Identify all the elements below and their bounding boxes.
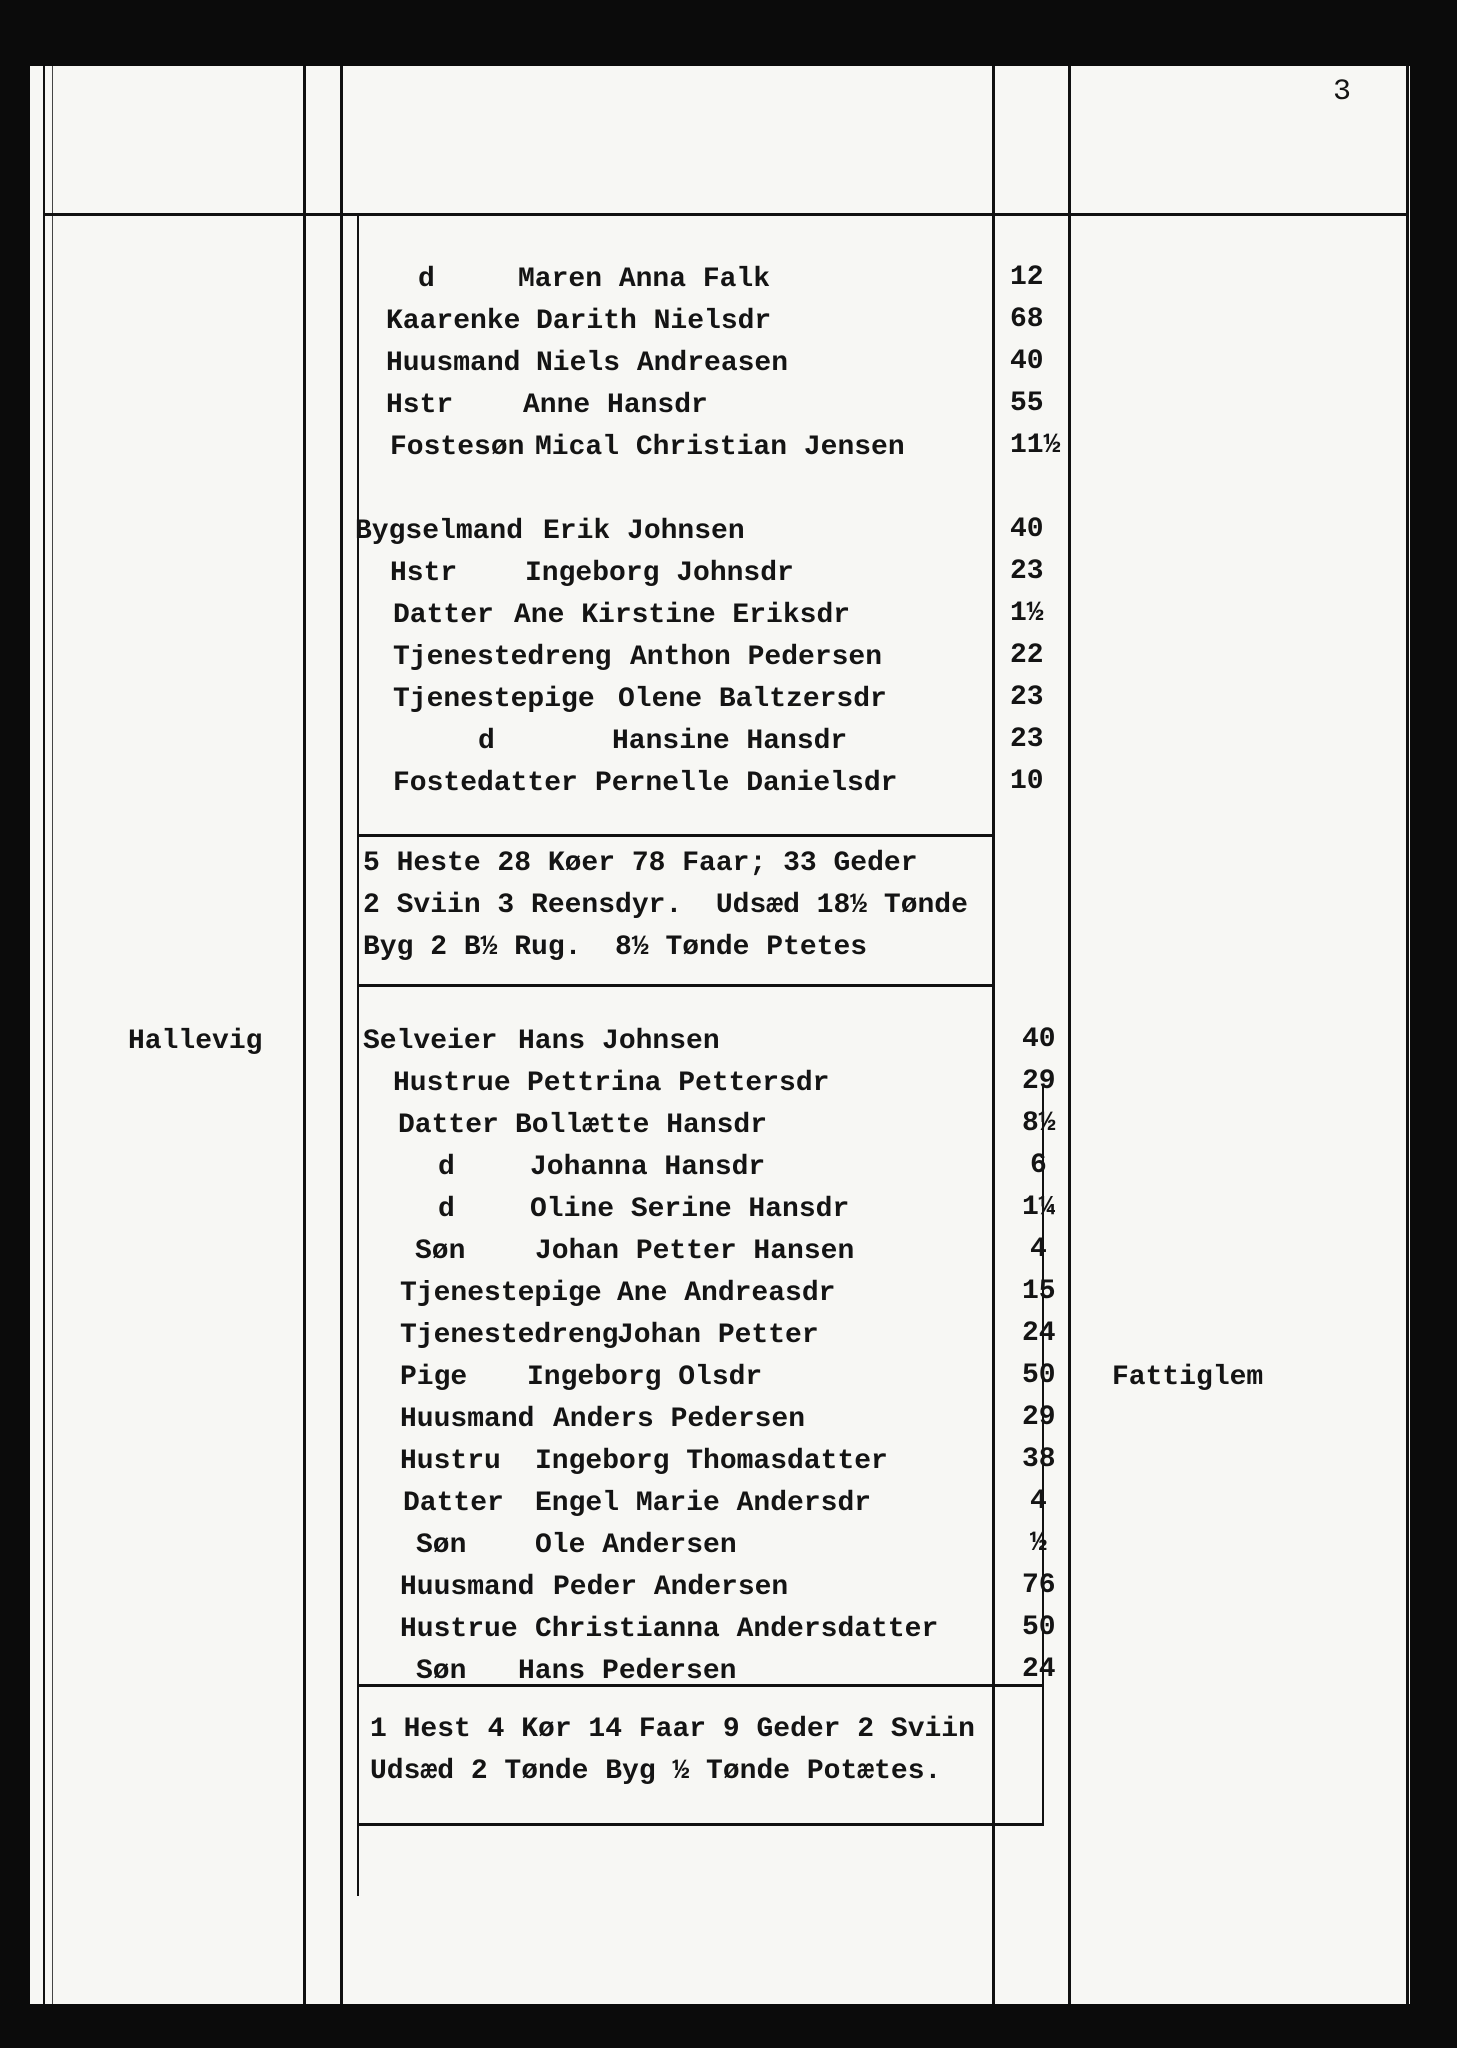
- column-line-age-right: [1068, 66, 1071, 2004]
- entry-age: 76: [1022, 1570, 1056, 1601]
- entry-age: 50: [1022, 1360, 1056, 1391]
- entry-role: Huusmand: [400, 1572, 535, 1603]
- entry-age: 23: [1010, 724, 1044, 755]
- entry-role: d: [438, 1152, 455, 1183]
- livestock-box-1-bottom: [357, 984, 993, 987]
- entry-age: 6: [1030, 1150, 1047, 1181]
- entry-name: Anne Hansdr: [523, 390, 708, 421]
- entry-name: Maren Anna Falk: [518, 264, 771, 295]
- entry-name: Bollætte Hansdr: [515, 1110, 768, 1141]
- entry-name: Ingeborg Thomasdatter: [535, 1446, 888, 1477]
- entry-role: Huusmand: [400, 1404, 535, 1435]
- livestock-box-1-left: [357, 216, 359, 1896]
- entry-age: 4: [1030, 1234, 1047, 1265]
- entry-age: 40: [1010, 514, 1044, 545]
- entry-name: Peder Andersen: [553, 1572, 789, 1603]
- livestock-line: Byg 2 B½ Rug. 8½ Tønde Ptetes: [363, 932, 868, 963]
- entry-age: 24: [1022, 1318, 1056, 1349]
- entry-name: Johan Petter Hansen: [535, 1236, 855, 1267]
- entry-name: Hans Johnsen: [518, 1026, 720, 1057]
- entry-age: 23: [1010, 682, 1044, 713]
- entry-name: Erik Johnsen: [543, 516, 745, 547]
- entry-name: Mical Christian Jensen: [535, 432, 905, 463]
- entry-age: 40: [1022, 1024, 1056, 1055]
- entry-age: 1¼: [1022, 1192, 1056, 1223]
- entry-name: Ingeborg Olsdr: [527, 1362, 763, 1393]
- entry-role: d: [478, 726, 495, 757]
- livestock-line: 2 Sviin 3 Reensdyr. Udsæd 18½ Tønde: [363, 890, 968, 921]
- livestock-box-2-bottom: [357, 1823, 1044, 1826]
- entry-role: d: [418, 264, 435, 295]
- entry-name: Oline Serine Hansdr: [530, 1194, 850, 1225]
- entry-role: Hustru: [400, 1446, 501, 1477]
- entry-role: Selveier: [363, 1026, 498, 1057]
- entry-role: d: [438, 1194, 455, 1225]
- entry-age: 12: [1010, 262, 1044, 293]
- entry-name: Pernelle Danielsdr: [595, 768, 898, 799]
- livestock-line: 1 Hest 4 Kør 14 Faar 9 Geder 2 Sviin: [370, 1714, 975, 1745]
- entry-name: Pettrina Pettersdr: [527, 1068, 830, 1099]
- entry-role: Hstr: [390, 558, 458, 589]
- entry-role: Tjenestedreng: [393, 642, 612, 673]
- page-number: 3: [1333, 75, 1352, 109]
- entry-name: Engel Marie Andersdr: [535, 1488, 872, 1519]
- entry-age: 50: [1022, 1612, 1056, 1643]
- entry-role: Pige: [400, 1362, 468, 1393]
- entry-role: Huusmand: [386, 348, 521, 379]
- column-line-place: [303, 66, 306, 2004]
- entry-role: Søn: [416, 1530, 467, 1561]
- entry-name: Olene Baltzersdr: [618, 684, 887, 715]
- entry-name: Johan Petter: [617, 1320, 819, 1351]
- entry-age: 10: [1010, 766, 1044, 797]
- entry-name: Ingeborg Johnsdr: [525, 558, 794, 589]
- entry-role: Hustrue: [400, 1614, 518, 1645]
- register-page: [30, 66, 1410, 2004]
- entry-role: Fostedatter: [393, 768, 578, 799]
- entry-age: 4: [1030, 1486, 1047, 1517]
- entry-age: 1½: [1010, 598, 1044, 629]
- column-line-name-left: [340, 66, 343, 2004]
- entry-name: Ane Andreasdr: [617, 1278, 836, 1309]
- entry-role: Søn: [416, 1656, 467, 1687]
- entry-name: Ane Kirstine Eriksdr: [514, 600, 851, 631]
- entry-age: 24: [1022, 1654, 1056, 1685]
- entry-age: ½: [1030, 1528, 1047, 1559]
- entry-role: Fostesøn: [390, 432, 525, 463]
- entry-name: Hans Pedersen: [518, 1656, 737, 1687]
- remark: Fattiglem: [1112, 1362, 1264, 1393]
- entry-age: 55: [1010, 388, 1044, 419]
- entry-age: 22: [1010, 640, 1044, 671]
- entry-role: Datter: [398, 1110, 499, 1141]
- entry-role: Hustrue: [393, 1068, 511, 1099]
- entry-age: 23: [1010, 556, 1044, 587]
- entry-name: Anthon Pedersen: [630, 642, 883, 673]
- livestock-box-1-top: [357, 834, 993, 837]
- livestock-line: 5 Heste 28 Køer 78 Faar; 33 Geder: [363, 848, 918, 879]
- entry-name: Johanna Hansdr: [530, 1152, 766, 1183]
- entry-age: 29: [1022, 1066, 1056, 1097]
- entry-age: 29: [1022, 1402, 1056, 1433]
- entry-role: Datter: [403, 1488, 504, 1519]
- entry-role: Hstr: [386, 390, 454, 421]
- entry-age: 68: [1010, 304, 1044, 335]
- entry-role: Tjenestepige: [393, 684, 595, 715]
- entry-name: Christianna Andersdatter: [535, 1614, 939, 1645]
- entry-age: 15: [1022, 1276, 1056, 1307]
- entry-role: Søn: [415, 1236, 466, 1267]
- entry-name: Niels Andreasen: [536, 348, 789, 379]
- entry-name: Anders Pedersen: [553, 1404, 806, 1435]
- entry-role: Kaarenke: [386, 306, 521, 337]
- column-line-age-left: [992, 66, 995, 2004]
- entry-role: Tjenestedreng: [400, 1320, 619, 1351]
- place-name: Hallevig: [128, 1026, 263, 1057]
- entry-role: Tjenestepige: [400, 1278, 602, 1309]
- entry-name: Darith Nielsdr: [536, 306, 772, 337]
- entry-age: 11½: [1010, 430, 1061, 461]
- entry-name: Hansine Hansdr: [612, 726, 848, 757]
- header-rule: [43, 213, 1409, 216]
- entry-age: 8½: [1022, 1108, 1056, 1139]
- entry-role: Datter: [393, 600, 494, 631]
- entry-age: 38: [1022, 1444, 1056, 1475]
- left-margin-line-2: [52, 66, 53, 2004]
- entry-name: Ole Andersen: [535, 1530, 737, 1561]
- entry-age: 40: [1010, 346, 1044, 377]
- livestock-line: Udsæd 2 Tønde Byg ½ Tønde Potætes.: [370, 1756, 942, 1787]
- right-edge-line: [1406, 66, 1409, 2004]
- left-margin-line: [43, 66, 45, 2004]
- entry-role: Bygselmand: [355, 516, 524, 547]
